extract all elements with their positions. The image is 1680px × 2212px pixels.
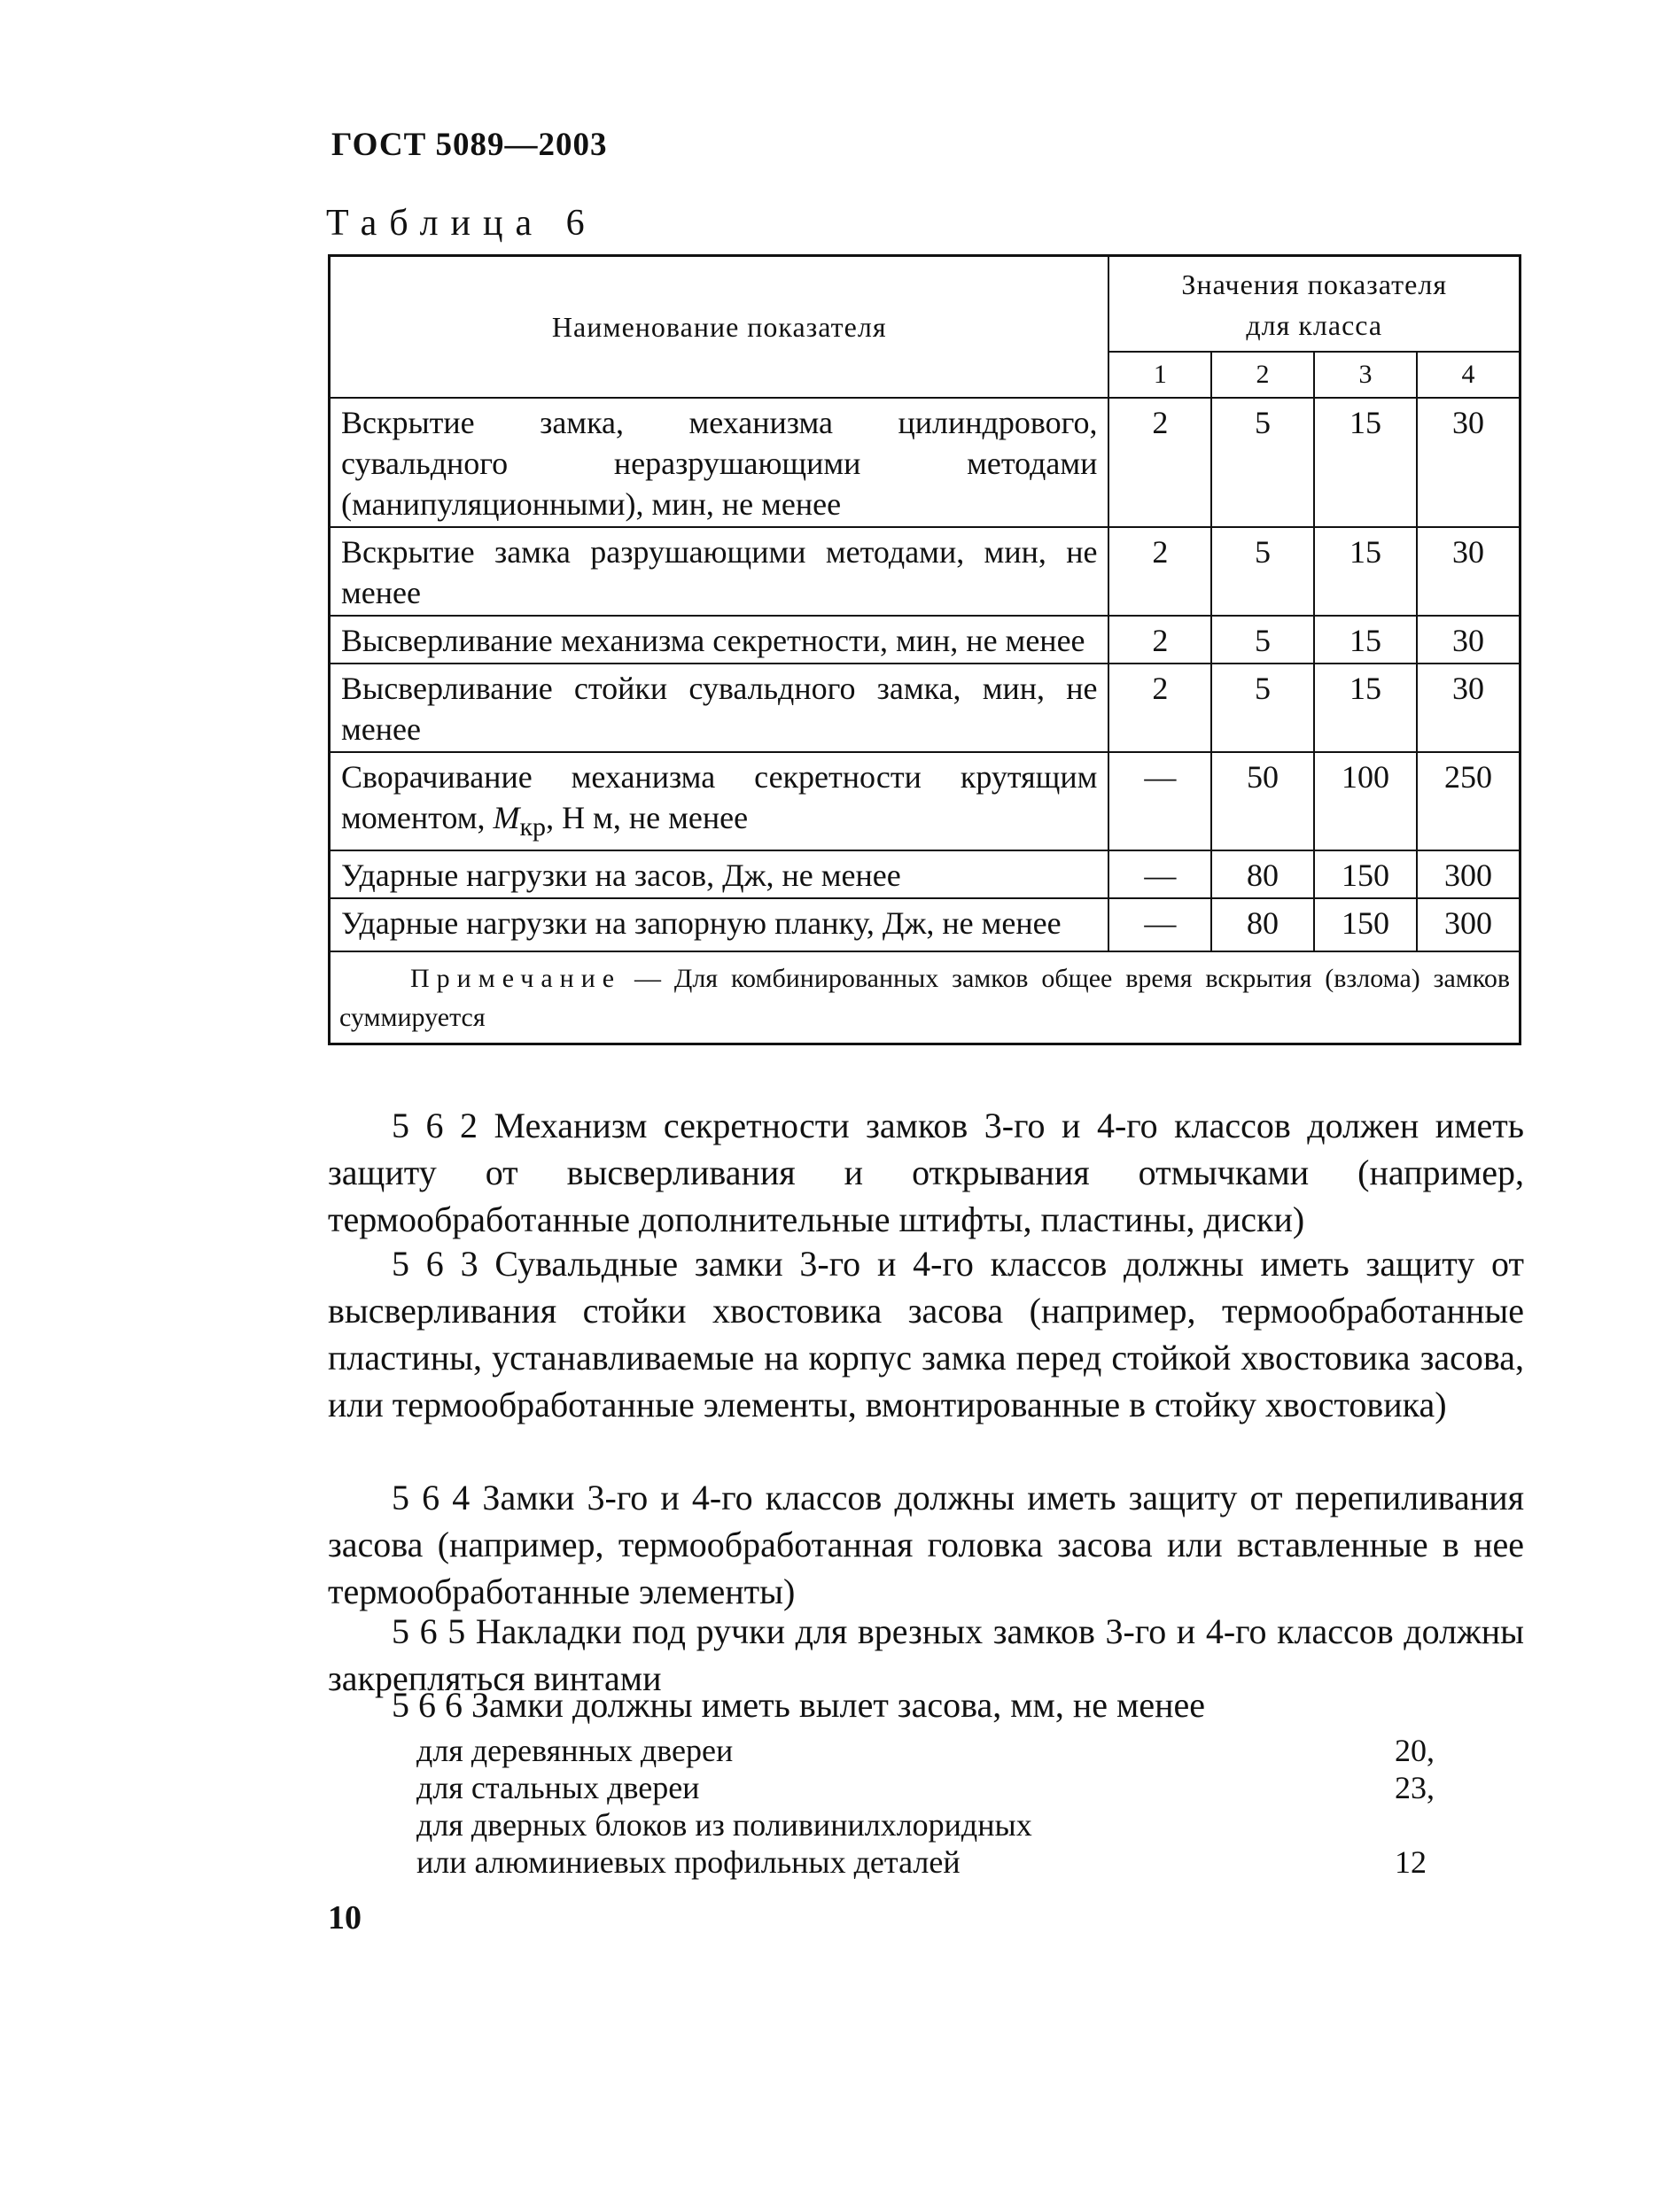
row-value-class-4: 30: [1417, 398, 1521, 527]
row-value-class-3: 15: [1314, 398, 1417, 527]
column-header-name: Наименование показателя: [330, 256, 1109, 399]
paragraph-text: 5 6 5 Накладки под ручки для врезных замков 3-го и 4-го классов должны закрепляться винтами: [328, 1611, 1524, 1698]
row-value-class-1: 2: [1108, 616, 1211, 664]
row-name: Ударные нагрузки на засов, Дж, не менее: [330, 850, 1109, 898]
paragraph-5-6-4: [328, 1474, 1524, 1615]
list-item-value: 20,: [1395, 1733, 1435, 1768]
list-item-label: для стальных двереи: [416, 1770, 700, 1805]
row-value-class-1: —: [1108, 752, 1211, 850]
paragraph-text: 5 6 2 Механизм секретности замков 3-го и 4-го классов должен иметь защиту от высверливания и открывания отмычками (например, термообработанные дополнительные штифты, пластины, диски): [328, 1106, 1524, 1239]
class-header-2: 2: [1211, 352, 1314, 398]
row-value-class-2: 5: [1211, 664, 1314, 752]
class-header-4: 4: [1417, 352, 1521, 398]
row-name: Высверливание стойки сувальдного замка, мин, не менее: [330, 664, 1109, 752]
row-value-class-3: 15: [1314, 664, 1417, 752]
row-value-class-4: 30: [1417, 616, 1521, 664]
table-note-row: [330, 951, 1521, 1044]
list-item-label: или алюминиевых профильных деталей: [416, 1844, 961, 1880]
note-label: Примечание: [410, 964, 622, 994]
torque-subscript: кр: [519, 812, 547, 842]
row-name: Ударные нагрузки на запорную планку, Дж, не менее: [330, 898, 1109, 951]
paragraph-text: 5 6 3 Сувальдные замки 3-го и 4-го классов должны иметь защиту от высверливания стойки хвостовика засова (например, термообработанные пластины, устанавливаемые на корпус замка перед стойкой хвостовика засова, или термообработанные элементы, вмонтированные в стойку хвостовика): [328, 1244, 1524, 1424]
row-value-class-2: 50: [1211, 752, 1314, 850]
row-value-class-1: —: [1108, 850, 1211, 898]
table-row: [330, 752, 1521, 850]
row-value-class-2: 5: [1211, 527, 1314, 616]
row-value-class-2: 80: [1211, 898, 1314, 951]
table-title: Таблица 6: [326, 203, 597, 244]
row-value-class-3: 15: [1314, 616, 1417, 664]
document-header: ГОСТ 5089—2003: [331, 127, 608, 163]
row-value-class-4: 30: [1417, 664, 1521, 752]
row-value-class-4: 30: [1417, 527, 1521, 616]
list-item-value: 23,: [1395, 1770, 1435, 1805]
row-value-class-3: 100: [1314, 752, 1417, 850]
paragraph-5-6-3: [328, 1240, 1524, 1428]
row-value-class-1: 2: [1108, 527, 1211, 616]
values-header-line1: Значения показателя: [1181, 268, 1448, 300]
table-row: [330, 850, 1521, 898]
row-value-class-2: 5: [1211, 398, 1314, 527]
row-name-part1: Сворачивание механизма секретности крутящим моментом,: [341, 759, 1098, 835]
note-text: — Для комбинированных замков общее время вскрытия (взлома) замков суммируется: [339, 964, 1510, 1033]
row-name: Вскрытие замка, механизма цилиндрового, сувальдного неразрушающими методами (манипуляционными), мин, не менее: [330, 398, 1109, 527]
row-value-class-1: 2: [1108, 398, 1211, 527]
paragraph-text: 5 6 4 Замки 3-го и 4-го классов должны иметь защиту от перепиливания засова (например, термообработанная головка засова или вставленные в нее термообработанные элементы): [328, 1478, 1524, 1611]
paragraph-text: 5 6 6 Замки должны иметь вылет засова, мм, не менее: [392, 1685, 1205, 1725]
table-row: [330, 616, 1521, 664]
row-value-class-4: 300: [1417, 850, 1521, 898]
list-item-label: для дверных блоков из поливинилхлоридных: [416, 1807, 1032, 1843]
row-value-class-4: 300: [1417, 898, 1521, 951]
page-number: 10: [328, 1899, 362, 1936]
values-header-line2: для класса: [1246, 309, 1383, 341]
row-name-part2: , Н м, не менее: [546, 800, 749, 835]
row-value-class-2: 5: [1211, 616, 1314, 664]
row-value-class-3: 150: [1314, 850, 1417, 898]
row-value-class-3: 15: [1314, 527, 1417, 616]
paragraph-5-6-2: [328, 1102, 1524, 1243]
torque-symbol: M: [493, 800, 520, 835]
row-name: Вскрытие замка разрушающими методами, мин, не менее: [330, 527, 1109, 616]
paragraph-5-6-6: [328, 1681, 1524, 1728]
row-value-class-1: 2: [1108, 664, 1211, 752]
class-header-3: 3: [1314, 352, 1417, 398]
list-item-label: для деревянных двереи: [416, 1733, 734, 1768]
indicators-table: [328, 254, 1521, 1045]
list-item-value: 12: [1395, 1844, 1427, 1880]
table-note: [330, 951, 1521, 1044]
table-row: [330, 398, 1521, 527]
column-header-values: [1108, 256, 1520, 353]
table-row: [330, 664, 1521, 752]
row-value-class-3: 150: [1314, 898, 1417, 951]
row-name: Высверливание механизма секретности, мин, не менее: [330, 616, 1109, 664]
class-header-1: 1: [1108, 352, 1211, 398]
row-value-class-4: 250: [1417, 752, 1521, 850]
row-name: [330, 752, 1109, 850]
table-row: [330, 527, 1521, 616]
table-row: [330, 898, 1521, 951]
row-value-class-1: —: [1108, 898, 1211, 951]
row-value-class-2: 80: [1211, 850, 1314, 898]
